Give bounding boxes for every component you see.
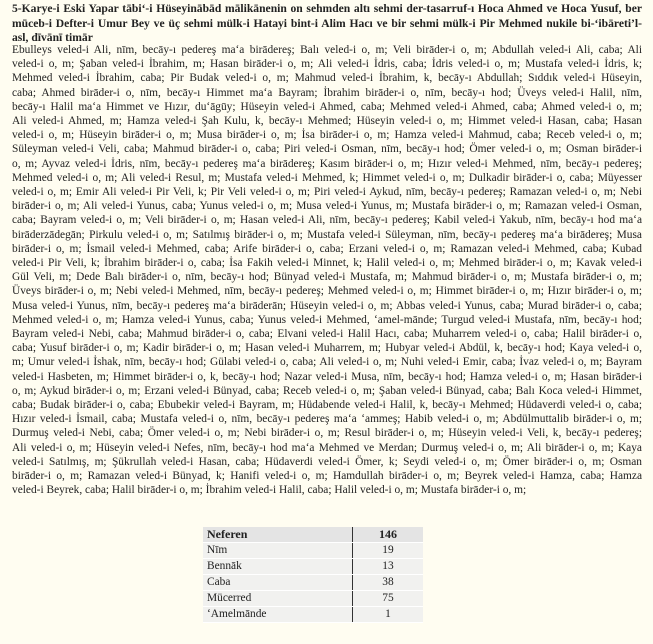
table-header-row	[203, 527, 423, 543]
summary-table	[203, 527, 423, 623]
text-line: caba; Ahmed birāder-i o, nīm, becāy-ı Himmet ma‘a Bayram; İbrahim birāder-i o, nīm, becāy-ı hod; Üveys veled-i Halil, nīm,	[12, 86, 642, 99]
row-value: 13	[353, 559, 424, 575]
text-line: Ali veled-i o, m; Hüseyin veled-i Nefes, nīm, becāy-ı hod ma‘a Mehmed ve Merdan; Durmuş veled-i o, m; Ali birāder-i o, m; Kaya	[12, 441, 642, 454]
text-line: Mehmed veled-i İbrahim, caba; Pir Budak veled-i o, m; Mahmud veled-i İbrahim, k, becāy-ı Abdullah; Sıddık veled-i Hüseyin,	[12, 72, 642, 85]
row-value: 19	[353, 543, 424, 559]
text-line: veled-i o, m; Emir Ali veled-i Pir Veli, k; Pir Veli veled-i o, m; Piri veled-i Aykud, nīm, becāy-ı pedereş; Ramazan veled-i o, m; Nebi	[12, 186, 642, 199]
text-line: becāy-ı Halil ma‘a Himmet ve Hızır, du‘āgūy; Hüseyin veled-i Ahmed, caba; Mehmed veled-i Ahmed, caba; Ahmed veled-i o, m;	[12, 100, 642, 113]
header-label: Neferen	[203, 527, 353, 543]
table-row	[203, 607, 423, 623]
text-line: veled-i Pir Veli, k; İbrahim birāder-i o, caba; İsa Fakih veled-i Minnet, k; Halil veled-i o, m; Mehmed birāder-i o, m; Kavak veled-i	[12, 257, 642, 270]
text-line: birāderzādegān; Pirkulu veled-i o, m; Satılmış birāder-i o, m; Mustafa veled-i Süleyman, nīm, becāy-ı pedereş ma‘a birādereş; Musa	[12, 228, 642, 241]
text-line: birāder-i o, m; İsmail veled-i Mehmed, caba; Arife birāder-i o, caba; Erzani veled-i o, m; Ramazan veled-i Mehmed, caba; Kubad	[12, 242, 642, 255]
title-line: asl, dīvānī timār	[12, 31, 93, 45]
row-label: Bennāk	[203, 559, 353, 575]
text-line: o, m; Aykud birāder-i o, m; Erzani veled-i Bünyad, caba; Receb veled-i o, m; Şaban veled-i Bünyad, caba; Balı Koca veled-i Himmet,	[12, 384, 642, 397]
text-line: caba; Budak birāder-i o, caba; Ebubekir veled-i Bayram, m; Hüdabende veled-i Halil, k, becāy-ı Mehmed; Hüdaverdi veled-i o, caba;	[12, 399, 642, 412]
row-value: 75	[353, 591, 424, 607]
text-line: birāder-i o, m; Ali veled-i Yunus, caba; Yunus veled-i o, m; Musa veled-i Yunus, m; Mustafa birāder-i o, m; Ramazan veled-i Osman,	[12, 200, 642, 213]
text-line: Süleyman veled-i Veli, caba; Mahmud birāder-i o, caba; Piri veled-i Osman, nīm, becāy-ı hod; Ömer veled-i o, m; Osman birāder-i	[12, 143, 642, 156]
register-text	[12, 43, 642, 498]
text-line: Bayram veled-i Nebi, caba; Mahmud birāder-i o, caba; Elvani veled-i Halil Hacı, caba; Muharrem veled-i o, caba; Halil birāder-i o,	[12, 328, 642, 341]
text-line: Ali veled-i Ahmed, m; Hamza veled-i Şah Kulu, k, becāy-ı Mehmed; Hüseyin veled-i o, m; Himmet veled-i Hasan, caba; Hasan	[12, 115, 642, 128]
row-label: Mücerred	[203, 591, 353, 607]
text-line: veled-i Hasbeten, m; Himmet birāder-i o, k, becāy-ı hod; Nazar veled-i Musa, nīm, becāy-ı hod; Hamza veled-i o, m; Hasan birāder-i	[12, 370, 642, 383]
text-line: m; Umur veled-i İshak, nīm, becāy-ı hod; Gülabi veled-i o, caba; Ali veled-i o, m; Nuhi veled-i Emir, caba; İvaz veled-i o, m; Bayram	[12, 356, 642, 369]
table-row	[203, 543, 423, 559]
text-line: birāder-i o, m; Ramazan veled-i Bünyad, k; Hanifi veled-i o, m; Hamdullah birāder-i o, m; Beyrek veled-i Hamza, caba; Hamza	[12, 470, 642, 483]
text-line: caba; Yusuf birāder-i o, m; Kadir birāder-i o, m; Hasan veled-i Muharrem, m; Hubyar veled-i Abdül, k, becāy-ı hod; Kaya veled-i o,	[12, 342, 642, 355]
title-line: mūceb-i Defter-i Umur Bey ve üç sehmi mülk-i Hatayi bint-i Alim Hacı ve bir sehmi mülk-i Pir Mehmed nukile bi-‘ibāreti’l-	[12, 16, 642, 30]
text-line: Durmuş veled-i Nebi, caba; Ömer veled-i o, m; Nebi birāder-i o, m; Resul birāder-i o, m; Hüseyin veled-i Veli, k, becāy-ı pedereş;	[12, 427, 642, 440]
text-line: veled-i o, m; Şaban veled-i İbrahim, m; Hasan birāder-i o, m; Ali veled-i İdris, caba; İdris veled-i o, m; Mustafa veled-i İdris, k;	[12, 58, 642, 71]
text-line: Üveys birāder-i o, m; Nebi veled-i Mehmed, nīm, becāy-ı pedereş; Mehmed veled-i o, m; Himmet birāder-i o, m; Hızır birāder-i o, m;	[12, 285, 642, 298]
row-label: Caba	[203, 575, 353, 591]
title-line: 5-Karye-i Eski Yapar tābi‘-i Hüseyinābād mālikānenin on sehmden altı sehmi der-tasarruf-ı Hoca Ahmed ve Hoca Yusuf, ber	[12, 2, 642, 15]
text-line: veled-i Beyrek, caba; Halil birāder-i o, m; İbrahim veled-i Halil, caba; Halil veled-i o, m; Mustafa birāder-i o, m;	[12, 484, 527, 497]
text-line: o, m; Ayvaz veled-i İdris, nīm, becāy-ı pedereş ma‘a birādereş; Kasım birāder-i o, m; Hızır veled-i Mehmed, nīm, becāy-ı pedereş;	[12, 157, 642, 170]
table-row	[203, 591, 423, 607]
row-value: 38	[353, 575, 424, 591]
row-value: 1	[353, 607, 424, 623]
text-line: veled-i o, m; Hüseyin birāder-i o, m; Musa birāder-i o, m; İsa birāder-i o, m; Hamza veled-i Mahmud, caba; Receb veled-i o, m;	[12, 129, 642, 142]
header-value: 146	[353, 527, 424, 543]
text-line: Gül Veli, m; Dede Balı birāder-i o, nīm, becāy-ı hod; Bünyad veled-i Mustafa, m; Mahmud birāder-i o, m; Mustafa birāder-i o, m;	[12, 271, 642, 284]
text-line: Mehmed veled-i o, m; Hamza veled-i Yunus, caba; Yunus veled-i Mehmed, ‘amel-mānde; Turgud veled-i Mustafa, nīm, becāy-ı hod;	[12, 313, 642, 326]
text-line: caba; Bayram veled-i o, m; Veli birāder-i o, m; Hasan veled-i Ali, nīm, becāy-ı pedereş; Kabil veled-i Yakub, nīm, becāy-ı hod ma‘a	[12, 214, 642, 227]
text-line: Mehmed veled-i o, m; Ali veled-i Resul, m; Mustafa veled-i Mehmed, k; Himmet veled-i o, m; Dulkadir birāder-i o, caba; Müyesser	[12, 171, 642, 184]
table-row	[203, 575, 423, 591]
text-line: Hızır veled-i İsmail, caba; Mustafa veled-i o, nīm, becāy-ı pedereş ma‘a ‘ammeş; Habib veled-i o, m; Abdülmuttalib birāder-i o, m;	[12, 413, 642, 426]
row-label: Nīm	[203, 543, 353, 559]
text-line: Musa veled-i Yunus, nīm, becāy-ı pedereş ma‘a birāderān; Hüseyin veled-i o, m; Abbas veled-i Yunus, caba; Murad birāder-i o, caba;	[12, 299, 642, 312]
text-line: Ebulleys veled-i Ali, nīm, becāy-ı pedereş ma‘a birādereş; Balı veled-i o, m; Veli birāder-i o, m; Abdullah veled-i Ali, caba; Ali	[12, 44, 642, 56]
text-line: veled-i Satılmış, m; Şükrullah veled-i Hasan, caba; Hüdaverdi veled-i Ömer, k; Seydi veled-i o, m; Ömer birāder-i o, m; Osman	[12, 455, 642, 468]
section-title	[12, 2, 642, 46]
table-row	[203, 559, 423, 575]
row-label: ‘Amelmānde	[203, 607, 353, 623]
